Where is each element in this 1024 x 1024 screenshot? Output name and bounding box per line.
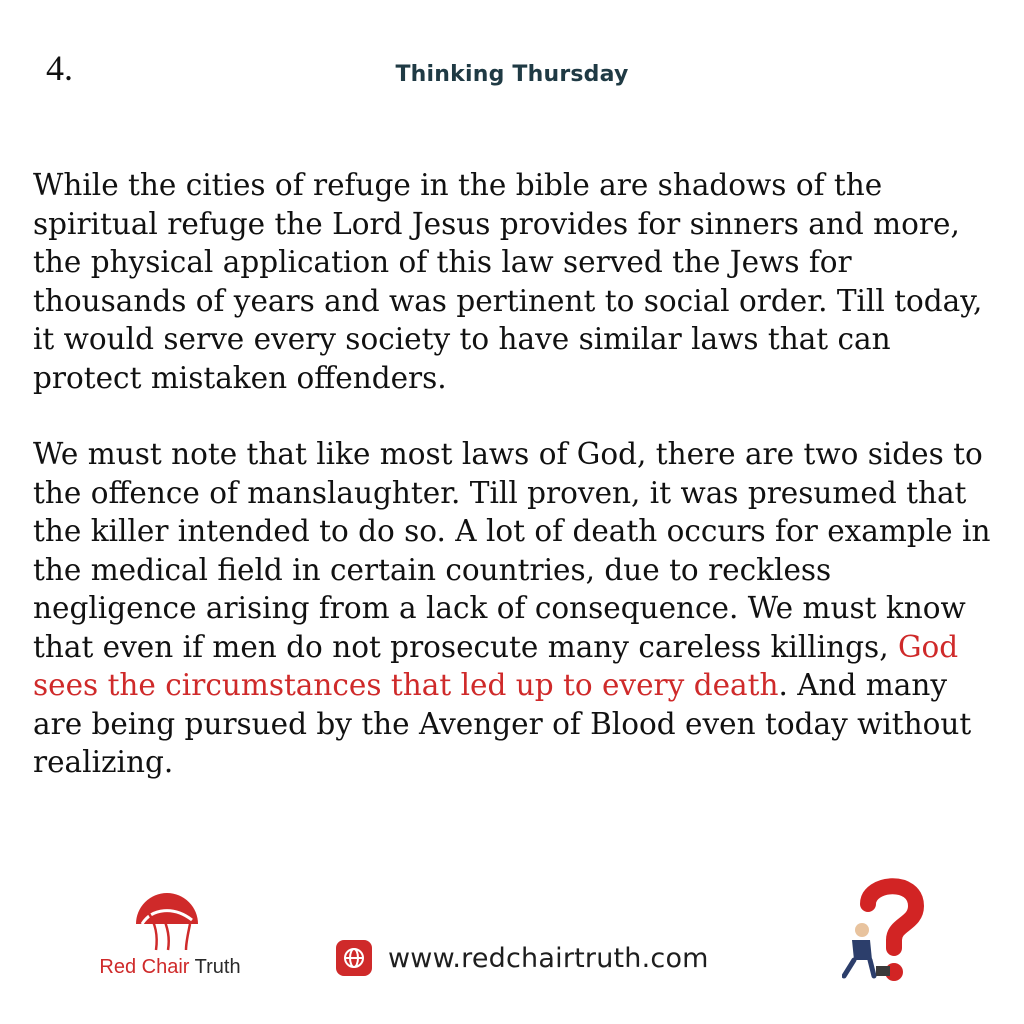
brand-name	[72, 956, 268, 979]
paragraph-2-highlight: God sees the circumstances that led up to every death	[33, 629, 959, 702]
question-mark-man-icon	[842, 874, 938, 984]
paragraph-1: While the cities of refuge in the bible are shadows of the spiritual refuge the Lord Jesus provides for sinners and more, the physical application of this law served the Jews for thousands of years and was pertinent to social order. Till today, it would serve every society to have similar laws that can protect mistaken offenders.	[33, 168, 983, 395]
paragraph-2-before: We must note that like most laws of God, there are two sides to the offence of manslaughter. Till proven, it was presumed that the killer intended to do so. A lot of death occurs for example in the medical field in certain countries, due to reckless negligence arising from a lack of consequence. We must know that even if men do not prosecute many careless killings,	[33, 437, 991, 664]
page-number: 4.	[46, 48, 73, 88]
website-url[interactable]: www.redchairtruth.com	[388, 942, 709, 974]
website-link[interactable]	[336, 938, 709, 978]
globe-icon	[336, 940, 372, 976]
brand-logo	[72, 884, 268, 984]
red-chair-icon	[128, 884, 206, 954]
brand-name-part-2: Truth	[189, 956, 241, 978]
paragraph-2	[33, 435, 993, 782]
paragraph-2-after: . And many are being pursued by the Avenger of Blood even today without realizing.	[33, 668, 972, 779]
series-title: Thinking Thursday	[395, 62, 629, 87]
brand-name-part-1: Red Chair	[99, 956, 190, 978]
body-text	[33, 166, 993, 782]
